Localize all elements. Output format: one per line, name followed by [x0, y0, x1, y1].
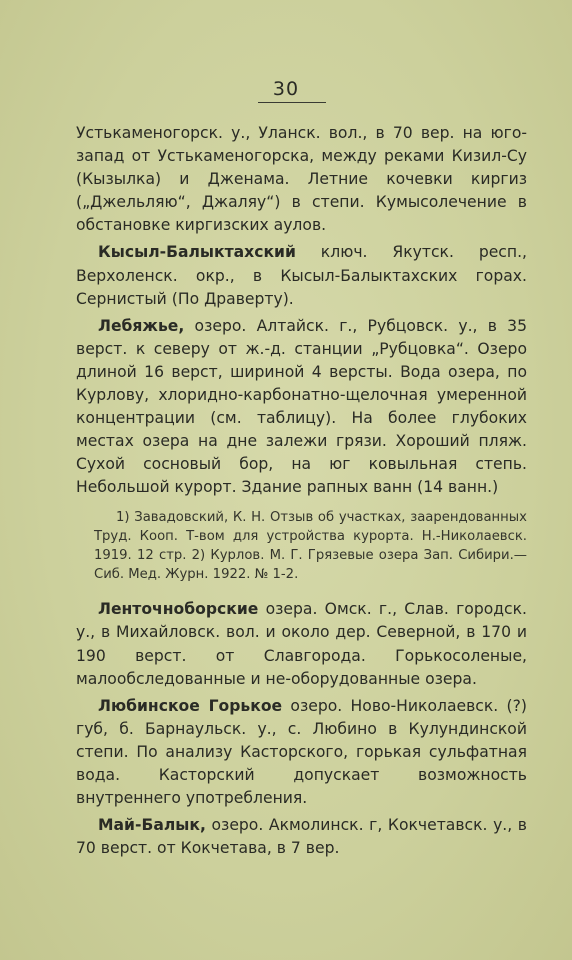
entry-kysyl-balyktakhsky	[76, 241, 527, 310]
entry-text: озеро. Ново-Николаевск. (?) губ, б. Барнаульск. у., с. Любино в Кулундинской степи. По анализу Касторского, горькая сульфатная вода. Касторский допускает возможность внутреннего употребления.	[76, 696, 527, 808]
page-number-rule	[258, 102, 326, 103]
entry-text: Устькаменогорск. у., Уланск. вол., в 70 вер. на юго-запад от Устькаменогорска, между реками Кизил-Су (Кызылка) и Дженама. Летние кочевки киргиз („Джельляю“, Джаляу“) в степи. Кумысолечение в обстановке киргизских аулов.	[76, 124, 527, 235]
entry-mai-balyk	[76, 814, 527, 860]
entry-heading: Кысыл-Балыктахский	[98, 243, 296, 262]
entry-lentochnoborskie	[76, 598, 527, 690]
entry-heading: Лебяжье,	[98, 316, 185, 335]
page-number: 30	[272, 78, 300, 100]
footnote: 1) Завадовский, К. Н. Отзыв об участках, заарендованных Труд. Кооп. Т-вом для устройства курорта. Н.-Николаевск. 1919. 12 стр. 2) Курлов. М. Г. Грязевые озера Зап. Сибири.—Сиб. Мед. Журн. 1922. № 1-2.	[94, 509, 527, 583]
page-body	[76, 122, 527, 864]
entry-lebyazhye	[76, 315, 527, 500]
entry-text: озера. Омск. г., Слав. городск. у., в Михайловск. вол. и около дер. Северной, в 170 и 190 верст. от Славгорода. Горькосоленые, малообследованные и не-оборудованные озера.	[76, 600, 527, 688]
entry-text: озеро. Алтайск. г., Рубцовск. у., в 35 верст. к северу от ж.-д. станции „Рубцовка“. Озеро длиной 16 верст, шириной 4 версты. Вода озера, по Курлову, хлоридно-карбонатно-щелочная умеренной концентрации (см. таблицу). На более глубоких местах озера на дне залежи грязи. Хороший пляж. Сухой сосновый бор, на юг ковыльная степь. Небольшой курорт. Здание рапных ванн (14 ванн.)	[76, 316, 527, 497]
entry-continuation	[76, 122, 527, 237]
entry-text: ключ. Якутск. респ., Верхоленск. окр., в Кысыл-Балыктахских горах. Сернистый (По Драверту).	[76, 243, 527, 308]
entry-heading: Май-Балык,	[98, 816, 206, 835]
entry-lyubinskoe-gorkoe	[76, 695, 527, 810]
entry-heading: Любинское Горькое	[98, 696, 283, 715]
entry-heading: Ленточноборские	[98, 600, 259, 619]
entry-text: озеро. Акмолинск. г, Кокчетавск. у., в 70 верст. от Кокчетава, в 7 вер.	[76, 816, 527, 858]
